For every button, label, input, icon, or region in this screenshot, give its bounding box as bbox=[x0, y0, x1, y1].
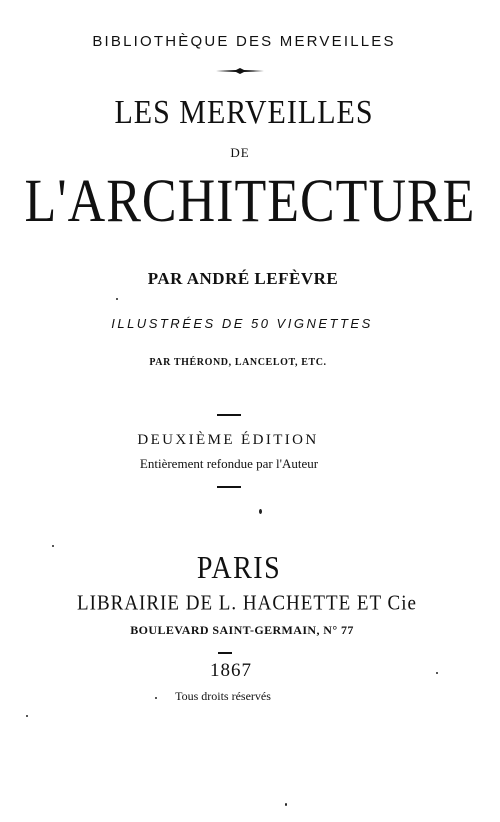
print-speck bbox=[436, 672, 438, 674]
divider-rule-3 bbox=[218, 652, 232, 654]
publisher-address: BOULEVARD SAINT-GERMAIN, N° 77 bbox=[130, 623, 354, 637]
edition-label: DEUXIÈME ÉDITION bbox=[137, 432, 319, 448]
title-line-2: DE bbox=[230, 145, 250, 160]
print-speck bbox=[285, 803, 287, 806]
print-speck bbox=[26, 715, 28, 717]
revision-note: Entièrement refondue par l'Auteur bbox=[139, 456, 319, 471]
ornament-divider bbox=[216, 67, 264, 75]
publication-year: 1867 bbox=[210, 660, 252, 681]
divider-rule-1 bbox=[217, 414, 241, 416]
main-title: L'ARCHITECTURE bbox=[24, 167, 476, 236]
print-speck bbox=[155, 697, 157, 699]
title-line-1: LES MERVEILLES bbox=[114, 93, 374, 131]
print-speck bbox=[116, 298, 118, 300]
illustrators-note: PAR THÉROND, LANCELOT, ETC. bbox=[149, 357, 327, 368]
rights-notice: Tous droits réservés bbox=[175, 689, 271, 703]
publisher: LIBRAIRIE DE L. HACHETTE ET Cie bbox=[77, 591, 417, 615]
divider-rule-2 bbox=[217, 486, 241, 488]
author: PAR ANDRÉ LEFÈVRE bbox=[147, 269, 339, 288]
illustrations-note: ILLUSTRÉES DE 50 VIGNETTES bbox=[111, 316, 373, 331]
print-speck bbox=[52, 545, 54, 547]
city: PARIS bbox=[196, 550, 282, 587]
series-title: BIBLIOTHÈQUE DES MERVEILLES bbox=[92, 33, 396, 50]
print-speck bbox=[259, 509, 262, 514]
